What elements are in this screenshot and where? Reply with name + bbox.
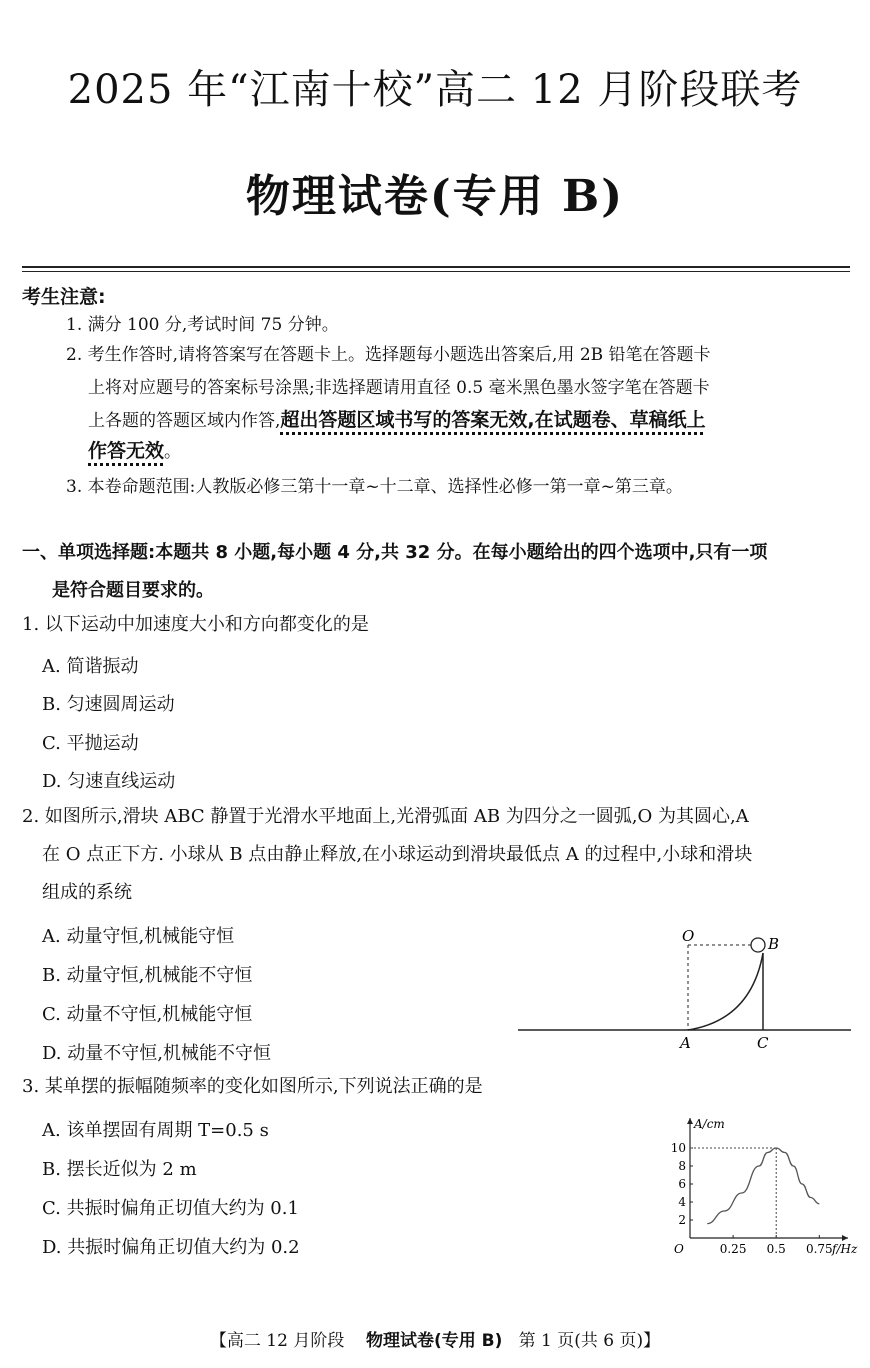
chart-ticks bbox=[671, 1141, 833, 1256]
ball bbox=[751, 938, 765, 952]
question-3-stem: 3. 某单摆的振幅随频率的变化如图所示,下列说法正确的是 bbox=[22, 1076, 483, 1097]
header-divider-thin bbox=[22, 271, 850, 272]
x-axis-label: f/Hz bbox=[832, 1242, 858, 1256]
y-axis-arrow bbox=[687, 1118, 693, 1124]
exam-subtitle: 物理试卷(专用 B) bbox=[245, 171, 625, 222]
resonance-curve bbox=[707, 1148, 819, 1224]
header-divider bbox=[22, 266, 850, 268]
question-1-stem: 1. 以下运动中加速度大小和方向都变化的是 bbox=[22, 614, 369, 635]
notice-item-2-line4: 作答无效。 bbox=[88, 440, 182, 462]
q3-option-b: B. 摆长近似为 2 m bbox=[42, 1159, 197, 1180]
emphasis-text-2: 作答无效 bbox=[88, 440, 165, 462]
exam-title: 2025 年“江南十校”高二 12 月阶段联考 bbox=[67, 67, 803, 113]
q2-option-c: C. 动量不守恒,机械能守恒 bbox=[42, 1004, 253, 1025]
q3-option-c: C. 共振时偏角正切值大约为 0.1 bbox=[42, 1198, 299, 1219]
y-tick-label: 10 bbox=[670, 1141, 686, 1155]
x-tick-label: 0.25 bbox=[719, 1242, 747, 1256]
notice-item-2-line2: 上将对应题号的答案标号涂黑;非选择题请用直径 0.5 毫米黑色墨水签字笔在答题卡 bbox=[88, 378, 710, 398]
label-o: O bbox=[682, 927, 695, 945]
q1-option-d: D. 匀速直线运动 bbox=[42, 771, 176, 792]
x-tick-label: 0.5 bbox=[766, 1242, 786, 1256]
y-tick-label: 2 bbox=[678, 1213, 686, 1227]
q3-option-d: D. 共振时偏角正切值大约为 0.2 bbox=[42, 1237, 300, 1258]
q3-option-a: A. 该单摆固有周期 T=0.5 s bbox=[42, 1120, 269, 1141]
slider-figure bbox=[515, 920, 855, 1060]
q2-option-a: A. 动量守恒,机械能守恒 bbox=[42, 926, 235, 947]
y-tick-label: 8 bbox=[678, 1159, 686, 1173]
x-tick-label: 0.75 bbox=[805, 1242, 833, 1256]
label-b: B bbox=[768, 935, 780, 953]
label-c: C bbox=[757, 1034, 769, 1052]
q1-option-c: C. 平抛运动 bbox=[42, 733, 139, 754]
origin-label: O bbox=[674, 1242, 684, 1256]
y-axis-label: A/cm bbox=[694, 1117, 725, 1131]
notice-heading: 考生注意: bbox=[22, 286, 106, 308]
amplitude-frequency-chart bbox=[662, 1110, 858, 1260]
q2-option-b: B. 动量守恒,机械能不守恒 bbox=[42, 965, 253, 986]
section-heading: 一、单项选择题:本题共 8 小题,每小题 4 分,共 32 分。在每小题给出的四个选项中,只有一项 是符合题目要求的。 bbox=[22, 542, 768, 601]
q2-option-d: D. 动量不守恒,机械能不守恒 bbox=[42, 1043, 271, 1064]
question-2-stem: 2. 如图所示,滑块 ABC 静置于光滑水平地面上,光滑弧面 AB 为四分之一圆弧,O 为其圆心,A 在 O 点正下方. 小球从 B 点由静止释放,在小球运动到滑块最低点 A 的过程中,小球和滑块 组成的系统 bbox=[22, 806, 753, 903]
chart-axes bbox=[674, 1117, 858, 1256]
x-axis-arrow bbox=[842, 1235, 848, 1241]
notice-item-3: 3. 本卷命题范围:人教版必修三第十一章~十二章、选择性必修一第一章~第三章。 bbox=[66, 477, 683, 497]
y-tick-label: 4 bbox=[678, 1195, 686, 1209]
q1-option-b: B. 匀速圆周运动 bbox=[42, 694, 175, 715]
arc-ab bbox=[688, 953, 763, 1030]
emphasis-text: 超出答题区域书写的答案无效,在试题卷、草稿纸上 bbox=[280, 409, 706, 431]
chart-series bbox=[690, 1148, 819, 1238]
y-tick-label: 6 bbox=[678, 1177, 686, 1191]
q1-option-a: A. 简谐振动 bbox=[42, 656, 139, 677]
page-footer: 【高二 12 月阶段 物理试卷(专用 B) 第 1 页(共 6 页)】 bbox=[209, 1331, 661, 1351]
notice-item-2-line3: 上各题的答题区域内作答,超出答题区域书写的答案无效,在试题卷、草稿纸上 bbox=[88, 409, 706, 431]
notice-item-2-line1: 2. 考生作答时,请将答案写在答题卡上。选择题每小题选出答案后,用 2B 铅笔在答题卡 bbox=[66, 345, 711, 365]
notice-item-1: 1. 满分 100 分,考试时间 75 分钟。 bbox=[66, 315, 339, 335]
label-a: A bbox=[680, 1034, 691, 1052]
